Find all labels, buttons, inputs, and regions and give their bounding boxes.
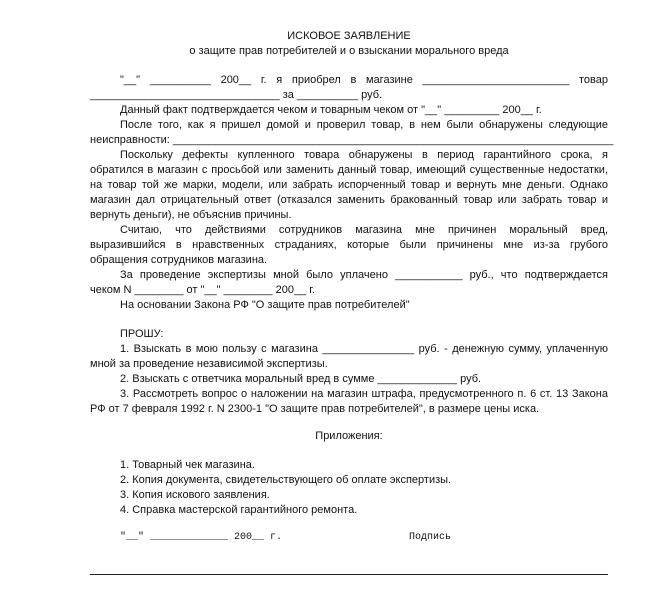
bottom-divider — [90, 574, 608, 575]
body-line: неисправности: ________________________________________________________________________ — [90, 134, 614, 146]
request-heading: ПРОШУ: — [120, 328, 164, 340]
body-line: выразившийся в нравственных страданиях, которые были причинены мне из-за грубого — [90, 239, 608, 251]
body-line: "__" __________ 200__ г. я приобрел в магазине ________________________ товар — [120, 74, 608, 86]
document-title: ИСКОВОЕ ЗАЯВЛЕНИЕ — [287, 30, 411, 42]
body-line: 1. Взыскать в мою пользу с магазина _______________ руб. - денежную сумму, уплаченную — [120, 343, 608, 355]
body-line: мной за проведение независимой экспертизы. — [90, 358, 328, 370]
body-line: чеком N ________ от "__" ________ 200__ г. — [90, 284, 315, 296]
attachment-item: 2. Копия документа, свидетельствующего об оплате экспертизы. — [120, 474, 452, 486]
body-line: 3. Рассмотреть вопрос о наложении на магазин штрафа, предусмотренного п. 6 ст. 13 Закона — [120, 388, 608, 400]
body-line: на товар той же марки, модели, или забрать испорченный товар и вернуть мне деньги. Однако — [90, 179, 608, 191]
body-line: магазин дал отрицательный ответ (отказался заменить бракованный товар или забрать товар и — [90, 194, 608, 206]
body-line: После того, как я пришел домой и проверил товар, в нем были обнаружены следующие — [120, 119, 608, 131]
document-subtitle: о защите прав потребителей и о взыскании морального вреда — [189, 45, 509, 57]
attachment-item: 1. Товарный чек магазина. — [120, 459, 255, 471]
body-line: За проведение экспертизы мной было уплачено ___________ руб., что подтверждается — [120, 269, 608, 281]
attachment-item: 3. Копия искового заявления. — [120, 489, 270, 501]
body-line: обратился в магазин с просьбой или заменить данный товар, имеющий существенные недостатки, — [90, 164, 608, 176]
body-line: Считаю, что действиями сотрудников магазина мне причинен моральный вред, — [120, 224, 608, 236]
body-line: 2. Взыскать с ответчика моральный вред в сумме _____________ руб. — [120, 373, 482, 385]
body-line: Поскольку дефекты купленного товара обнаружены в период гарантийного срока, я — [120, 149, 608, 161]
body-line: Данный факт подтверждается чеком и товарным чеком от "__" _________ 200__ г. — [120, 104, 542, 116]
footer-date: "__" _____________ 200__ г. — [120, 532, 283, 543]
attachments-heading: Приложения: — [315, 430, 383, 442]
body-line: РФ от 7 февраля 1992 г. N 2300-1 "О защите прав потребителей", в размере цены иска. — [90, 403, 540, 415]
attachment-item: 4. Справка мастерской гарантийного ремонта. — [120, 504, 358, 516]
body-line: обращения сотрудников магазина. — [90, 254, 268, 266]
signature-label: Подпись — [409, 532, 452, 543]
body-line: вернуть деньги), не объяснив причины. — [90, 209, 292, 221]
body-line: На основании Закона РФ "О защите прав потребителей" — [120, 299, 410, 311]
body-line: _______________________________ за __________ руб. — [90, 89, 383, 101]
